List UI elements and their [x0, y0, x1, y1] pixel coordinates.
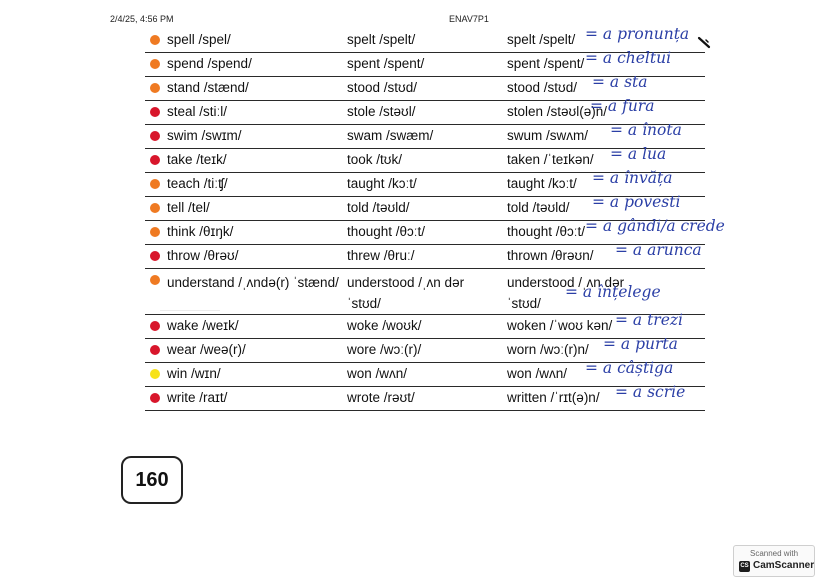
color-marker-dot: [150, 393, 160, 403]
base-form-cell: throw /θrəʊ/: [167, 248, 239, 263]
handwritten-translation: = a scrie: [615, 383, 686, 401]
color-marker-dot: [150, 107, 160, 117]
past-participle-cell: taken /ˈteɪkən/: [507, 152, 594, 167]
base-form-cell: wear /weə(r)/: [167, 342, 246, 357]
table-row: [145, 241, 705, 269]
past-participle-cell: won /wʌn/: [507, 366, 568, 381]
handwritten-translation: = a câștiga: [585, 359, 674, 377]
past-simple-cell: spent /spent/: [347, 56, 425, 71]
print-timestamp: 2/4/25, 4:56 PM: [110, 14, 174, 24]
color-marker-dot: [150, 131, 160, 141]
past-participle-cell: taught /kɔːt/: [507, 176, 577, 191]
table-row: [145, 269, 705, 315]
handwritten-translation: = a învăța: [592, 169, 673, 187]
past-participle-cell: stood /stʊd/: [507, 80, 577, 95]
handwritten-translation: = a cheltui: [585, 49, 672, 67]
past-participle-cell: thought /θɔːt/: [507, 224, 586, 239]
base-form-cell: wake /weɪk/: [167, 318, 239, 333]
past-simple-cell: swam /swæm/: [347, 128, 434, 143]
past-simple-cell: took /tʊk/: [347, 152, 402, 167]
past-participle-cell: worn /wɔː(r)n/: [507, 342, 589, 357]
past-simple-cell: woke /woʊk/: [347, 318, 422, 333]
base-form-cell: steal /stiːl/: [167, 104, 228, 119]
past-participle-cell: swum /swʌm/: [507, 128, 588, 143]
color-marker-dot: [150, 321, 160, 331]
irregular-verbs-table: [145, 25, 725, 411]
past-participle-cell: thrown /θrəʊn/: [507, 248, 594, 263]
base-form-cell: teach /tiːʧ/: [167, 176, 228, 191]
document-code: ENAV7P1: [449, 14, 489, 24]
past-simple-cell: wrote /rəʊt/: [347, 390, 415, 405]
base-form-cell: spell /spel/: [167, 32, 231, 47]
handwritten-translation: = a trezi: [615, 311, 684, 329]
handwritten-translation: = a gândi/a crede: [585, 217, 725, 235]
past-participle-cell: written /ˈrɪt(ə)n/: [507, 390, 600, 405]
base-form-cell: understand /ˌʌndə(r) ˈstænd/: [167, 275, 339, 290]
color-marker-dot: [150, 179, 160, 189]
color-marker-dot: [150, 83, 160, 93]
color-marker-dot: [150, 275, 160, 285]
past-simple-cell: spelt /spelt/: [347, 32, 416, 47]
handwritten-translation: = a fura: [590, 97, 655, 115]
base-form-cell: stand /stænd/: [167, 80, 249, 95]
past-simple-cell: told /təʊld/: [347, 200, 410, 215]
past-simple-cell: stood /stʊd/: [347, 80, 417, 95]
handwritten-translation: = a înota: [610, 121, 682, 139]
base-form-cell: win /wɪn/: [167, 366, 221, 381]
base-form-cell: write /raɪt/: [167, 390, 228, 405]
color-marker-dot: [150, 203, 160, 213]
handwritten-translation: = a povesti: [592, 193, 681, 211]
past-simple-cell: understood /ˌʌn dər ˈstʊd/: [347, 275, 465, 311]
color-marker-dot: [150, 251, 160, 261]
past-simple-cell: stole /stəʊl/: [347, 104, 416, 119]
color-marker-dot: [150, 345, 160, 355]
handwritten-translation: = a lua: [610, 145, 667, 163]
color-marker-dot: [150, 35, 160, 45]
table-row: [145, 383, 705, 411]
past-simple-cell: taught /kɔːt/: [347, 176, 417, 191]
past-participle-cell: told /təʊld/: [507, 200, 570, 215]
pen-stroke-icon: [697, 36, 711, 50]
handwritten-translation: = a înțelege: [565, 283, 661, 301]
page-number-box: [121, 456, 183, 504]
color-marker-dot: [150, 369, 160, 379]
handwritten-translation: = a sta: [592, 73, 648, 91]
past-participle-cell: woken /ˈwoʊ kən/: [507, 318, 613, 333]
past-participle-cell: understood /ˌʌn dər ˈstʊd/: [507, 275, 625, 311]
camscanner-logo-icon: CS: [739, 561, 750, 572]
past-simple-cell: won /wʌn/: [347, 366, 408, 381]
camscanner-watermark: [733, 545, 815, 577]
handwritten-translation: = a purta: [603, 335, 678, 353]
handwritten-translation: = a arunca: [615, 241, 702, 259]
color-marker-dot: [150, 155, 160, 165]
base-form-cell: tell /tel/: [167, 200, 210, 215]
base-form-cell: take /teɪk/: [167, 152, 227, 167]
handwritten-translation: = a pronunța: [585, 25, 690, 43]
base-form-cell: swim /swɪm/: [167, 128, 242, 143]
color-marker-dot: [150, 227, 160, 237]
color-marker-dot: [150, 59, 160, 69]
past-simple-cell: thought /θɔːt/: [347, 224, 426, 239]
base-form-cell: spend /spend/: [167, 56, 252, 71]
page-number: 160: [135, 468, 169, 491]
camscanner-brand: CamScanner: [753, 560, 815, 571]
scanned-with-label: Scanned with: [749, 549, 799, 558]
past-participle-cell: spent /spent/: [507, 56, 585, 71]
past-simple-cell: wore /wɔː(r)/: [347, 342, 422, 357]
past-simple-cell: threw /θruː/: [347, 248, 415, 263]
past-participle-cell: spelt /spelt/: [507, 32, 576, 47]
past-participle-cell: stolen /stəʊl(ə)n/: [507, 104, 607, 119]
base-form-cell: think /θɪŋk/: [167, 224, 234, 239]
